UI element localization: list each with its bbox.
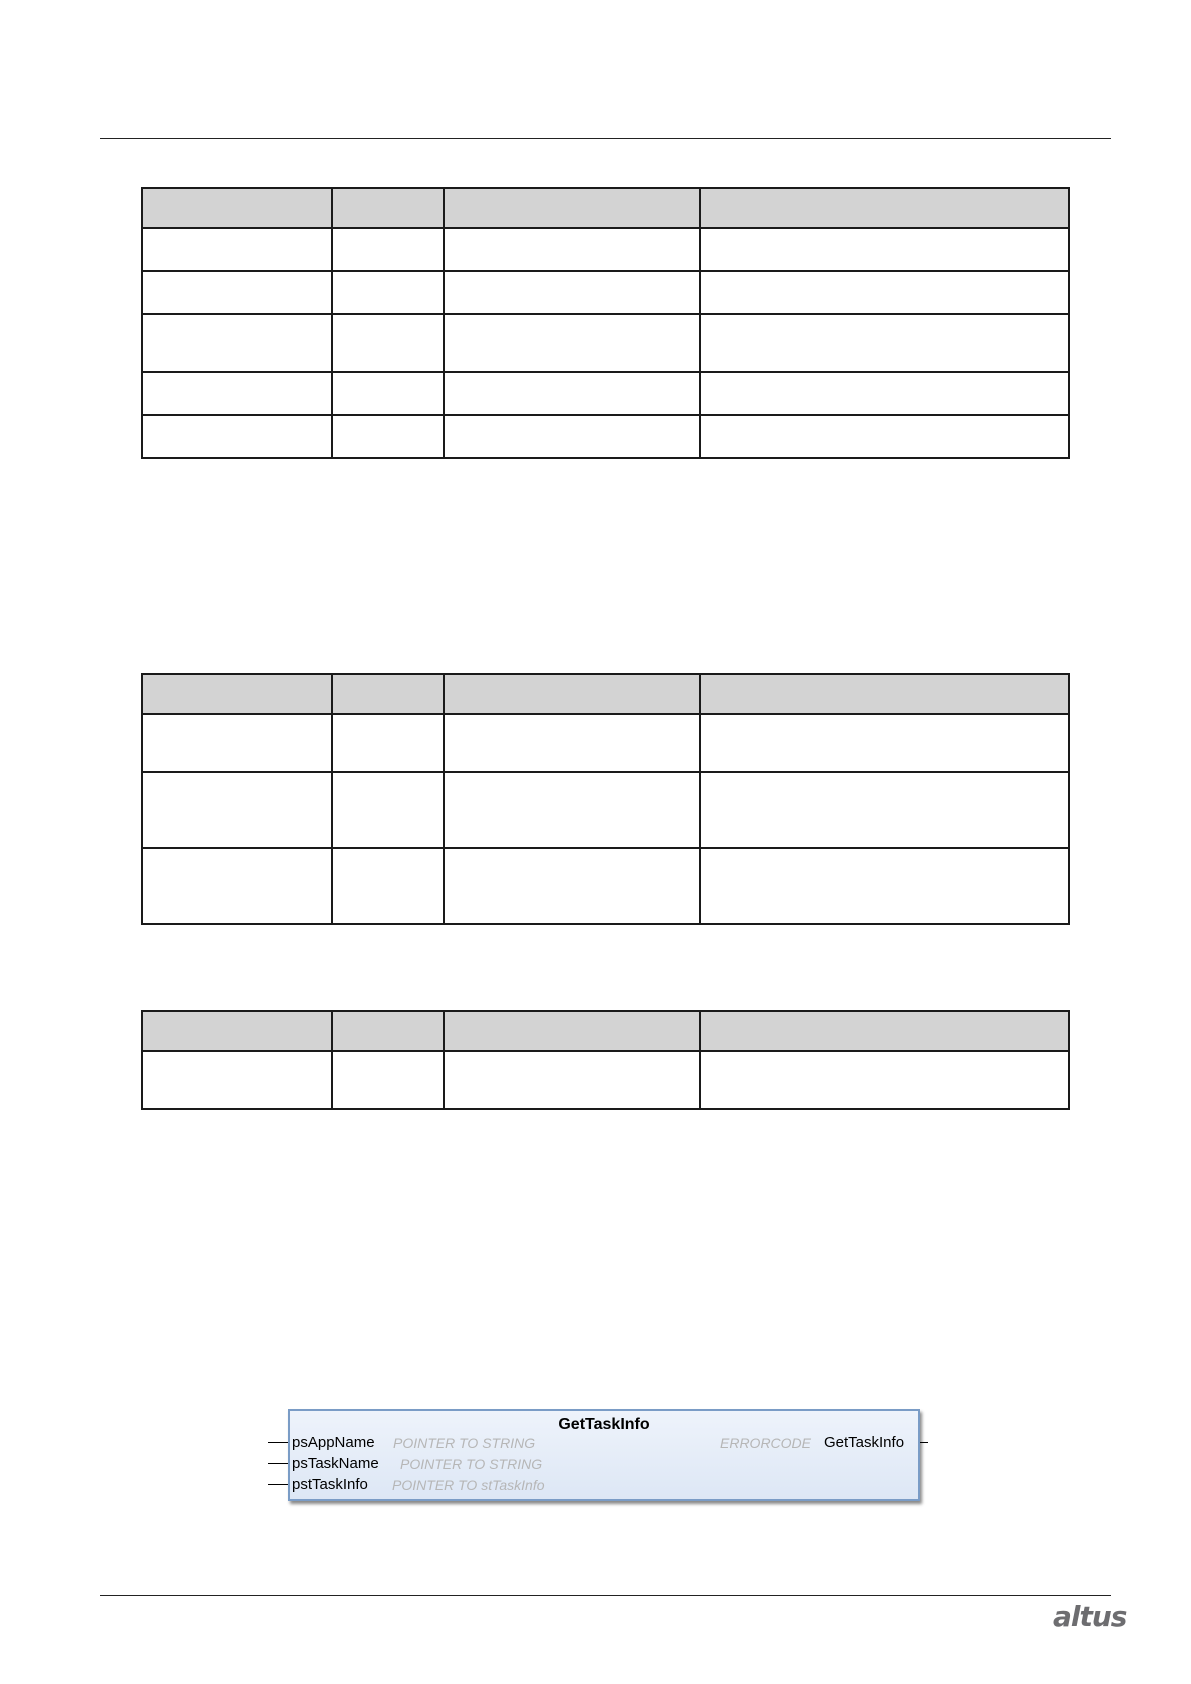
- input-connector-line: [268, 1463, 288, 1464]
- input-pin-name: pstTaskInfo: [292, 1476, 368, 1493]
- data-table-2: [141, 673, 1070, 925]
- output-connector-line: [920, 1442, 928, 1443]
- table-row: [142, 271, 1069, 314]
- header-cell: [332, 188, 444, 228]
- data-table-3: [141, 1010, 1070, 1110]
- table-header-row: [142, 188, 1069, 228]
- header-cell: [142, 188, 332, 228]
- table-row: [142, 372, 1069, 415]
- header-cell: [700, 674, 1069, 714]
- function-block: [288, 1409, 920, 1501]
- data-table-1: [141, 187, 1070, 459]
- table-header-row: [142, 1011, 1069, 1051]
- table-row: [142, 1051, 1069, 1109]
- input-connector-line: [268, 1442, 288, 1443]
- header-cell: [332, 1011, 444, 1051]
- input-pin-type: POINTER TO stTaskInfo: [392, 1477, 545, 1493]
- table-row: [142, 415, 1069, 458]
- table-row: [142, 314, 1069, 372]
- header-cell: [700, 188, 1069, 228]
- header-rule: [100, 138, 1111, 139]
- table-header-row: [142, 674, 1069, 714]
- header-cell: [700, 1011, 1069, 1051]
- table-row: [142, 714, 1069, 772]
- altus-logo: altus: [1053, 1600, 1127, 1633]
- input-pin-type: POINTER TO STRING: [400, 1456, 543, 1472]
- input-connector-line: [268, 1484, 288, 1485]
- input-pin-type: POINTER TO STRING: [393, 1435, 536, 1451]
- footer-rule: [100, 1595, 1111, 1596]
- function-block-title: GetTaskInfo: [558, 1416, 650, 1433]
- input-pin-name: psAppName: [292, 1434, 375, 1451]
- header-cell: [142, 1011, 332, 1051]
- table-row: [142, 228, 1069, 271]
- table-row: [142, 772, 1069, 848]
- header-cell: [444, 1011, 700, 1051]
- header-cell: [444, 188, 700, 228]
- function-block-diagram: [268, 1405, 928, 1510]
- output-pin-type: ERRORCODE: [720, 1435, 812, 1451]
- input-pin-name: psTaskName: [292, 1455, 379, 1472]
- header-cell: [332, 674, 444, 714]
- output-pin-name: GetTaskInfo: [824, 1434, 905, 1451]
- header-cell: [142, 674, 332, 714]
- table-row: [142, 848, 1069, 924]
- header-cell: [444, 674, 700, 714]
